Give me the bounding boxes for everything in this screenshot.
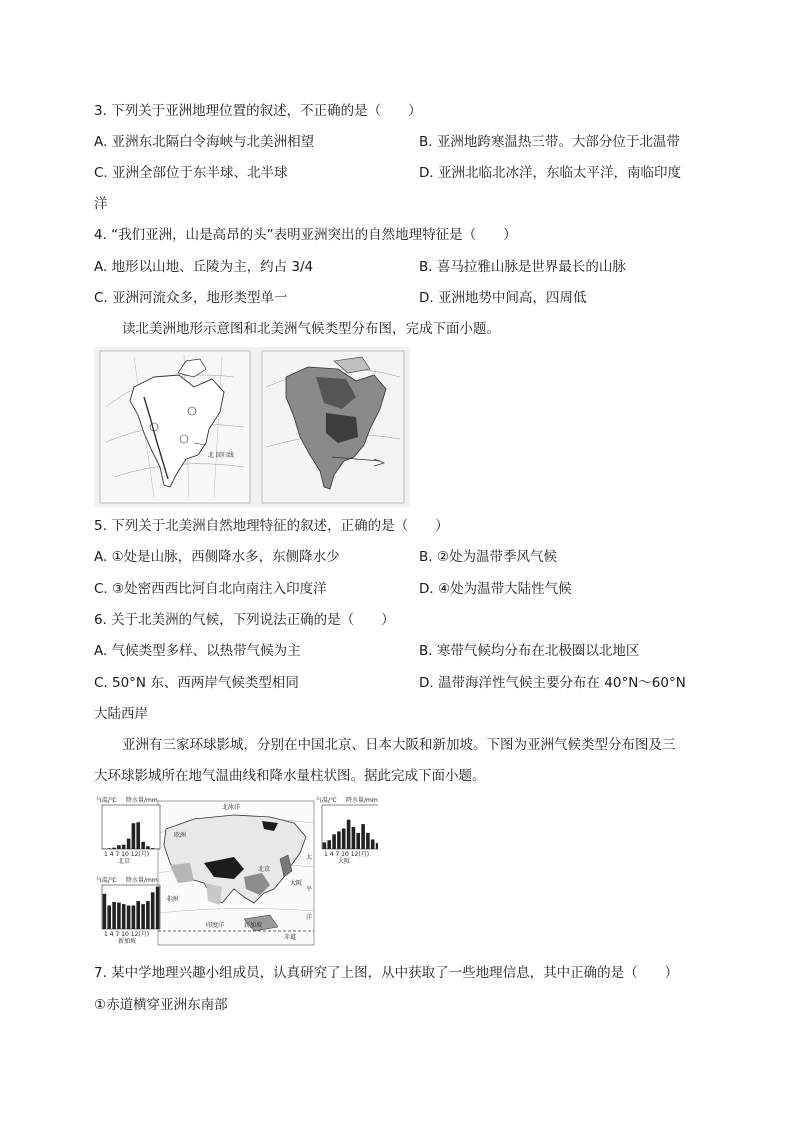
precipitation-bar [146, 901, 150, 929]
pacific-label-2: 平 [306, 886, 313, 893]
q3-option-a: A. 亚洲东北隔白令海峡与北美洲相望 [94, 134, 315, 150]
precipitation-bar [356, 833, 360, 849]
precipitation-bar [371, 840, 375, 850]
city-label: 北京 [118, 858, 131, 865]
beijing-label: 北京 [258, 866, 271, 873]
precipitation-bar [352, 827, 356, 849]
precipitation-bar [122, 845, 126, 849]
north-america-maps-svg [94, 347, 410, 507]
q5-option-c: C. ③处密西西比河自北向南注入印度洋 [94, 581, 327, 597]
precipitation-bar [151, 848, 155, 849]
q7-item-1: ①赤道横穿亚洲东南部 [94, 997, 228, 1013]
precipitation-bar [342, 829, 346, 850]
pacific-label-1: 太 [306, 854, 313, 861]
precipitation-bar [332, 834, 336, 849]
precipitation-axis-label: 降水量/mm [126, 877, 158, 884]
precipitation-bar [117, 903, 121, 929]
q6-stem: 6. 关于北美洲的气候，下列说法正确的是（ ） [94, 612, 395, 628]
precipitation-bar [136, 901, 140, 929]
africa-label: 非洲 [166, 896, 179, 903]
q5-stem: 5. 下列关于北美洲自然地理特征的叙述，正确的是（ ） [94, 518, 449, 534]
temperature-axis-label: 气温/℃ [96, 797, 117, 804]
singapore-label: 新加坡 [244, 922, 263, 929]
temperature-axis-label: 气温/℃ [96, 877, 117, 884]
q7-stem: 7. 某中学地理兴趣小组成员，认真研究了上图，从中获取了一些地理信息，其中正确的是（ ） [94, 965, 679, 981]
precipitation-bar [337, 831, 341, 849]
q4-stem: 4. “我们亚洲，山是高昂的头”表明亚洲突出的自然地理特征是（ ） [94, 227, 517, 243]
precipitation-bar [107, 906, 111, 930]
q6-option-b: B. 寒带气候均分布在北极圈以北地区 [419, 643, 640, 659]
asia-intro-line-1: 亚洲有三家环球影城，分别在中国北京、日本大阪和新加坡。下图为亚洲气候类型分布图及三 [122, 737, 676, 753]
asia-figure-svg [94, 793, 378, 947]
q3-option-d: D. 亚洲北临北冰洋，东临太平洋，南临印度 [419, 165, 681, 181]
temperature-axis-label: 气温/℃ [316, 797, 337, 804]
north-america-terrain-map [100, 351, 250, 503]
q6-option-c: C. 50°N 东、西两岸气候类型相同 [94, 675, 299, 691]
precipitation-bar [127, 839, 131, 849]
asia-climate-map [158, 801, 314, 945]
precipitation-axis-label: 降水量/mm [346, 797, 378, 804]
north-america-climate-map [262, 351, 404, 503]
month-axis-label: 1 4 7 10 12(月) [104, 931, 150, 938]
precipitation-bar [151, 892, 155, 929]
precipitation-bar [107, 848, 111, 849]
indian-ocean-label: 印度洋 [206, 922, 225, 929]
precipitation-bar [112, 848, 116, 849]
q6-option-a: A. 气候类型多样、以热带气候为主 [94, 643, 301, 659]
precipitation-bar [327, 840, 331, 849]
precipitation-bar [156, 887, 160, 930]
q5-option-a: A. ①处是山脉，西侧降水多，东侧降水少 [94, 549, 340, 565]
beijing-climate-chart [96, 796, 160, 865]
precipitation-axis-label: 降水量/mm [126, 797, 158, 804]
europe-label: 欧洲 [174, 832, 187, 839]
city-label: 新加坡 [118, 938, 137, 945]
q3-stem: 3. 下列关于亚洲地理位置的叙述，不正确的是（ ） [94, 103, 422, 119]
q4-option-d: D. 亚洲地势中间高，四周低 [419, 290, 587, 306]
precipitation-bar [136, 822, 140, 849]
q4-option-c: C. 亚洲河流众多，地形类型单一 [94, 290, 288, 306]
precipitation-bar [132, 823, 136, 849]
q6-option-d: D. 温带海洋性气候主要分布在 40°N～60°N [419, 675, 686, 691]
precipitation-bar [323, 842, 327, 849]
q3-option-c: C. 亚洲全部位于东半球、北半球 [94, 165, 288, 181]
chart-frame [102, 805, 160, 849]
equator-label: 赤道 [284, 934, 297, 941]
precipitation-bar [141, 904, 145, 929]
singapore-climate-chart [96, 876, 160, 945]
q5-option-d: D. ④处为温带大陆性气候 [419, 581, 572, 597]
precipitation-bar [146, 846, 150, 849]
precipitation-bar [361, 824, 365, 849]
precipitation-bar [103, 894, 107, 929]
precipitation-bar [132, 906, 136, 930]
q6-option-d-continued: 大陆西岸 [94, 706, 148, 722]
north-america-figure [94, 347, 410, 507]
tropic-of-cancer-label: 北 回归线 [208, 452, 234, 459]
precipitation-bar [112, 902, 116, 929]
q3-option-d-continued: 洋 [94, 196, 108, 212]
osaka-climate-chart [316, 796, 378, 865]
asia-climate-figure [94, 793, 378, 947]
month-axis-label: 1 4 7 10 12(月) [324, 851, 370, 858]
q4-option-a: A. 地形以山地、丘陵为主，约占 3/4 [94, 259, 314, 275]
q4-option-b: B. 喜马拉雅山脉是世界最长的山脉 [419, 259, 626, 275]
precipitation-bar [347, 820, 351, 849]
q5-option-b: B. ②处为温带季风气候 [419, 549, 557, 565]
month-axis-label: 1 4 7 10 12(月) [104, 851, 150, 858]
north-america-intro: 读北美洲地形示意图和北美洲气候类型分布图，完成下面小题。 [122, 321, 500, 337]
precipitation-bar [127, 906, 131, 930]
precipitation-bar [376, 843, 378, 849]
q3-option-b: B. 亚洲地跨寒温热三带。大部分位于北温带 [419, 134, 680, 150]
pacific-label-3: 洋 [306, 914, 313, 921]
city-label: 大阪 [338, 858, 351, 865]
arctic-ocean-label: 北冰洋 [222, 804, 241, 811]
osaka-label: 大阪 [290, 880, 303, 887]
precipitation-bar [366, 833, 370, 849]
precipitation-bar [117, 845, 121, 849]
precipitation-bar [122, 904, 126, 929]
asia-intro-line-2: 大环球影城所在地气温曲线和降水量柱状图。据此完成下面小题。 [94, 768, 486, 784]
precipitation-bar [141, 842, 145, 849]
